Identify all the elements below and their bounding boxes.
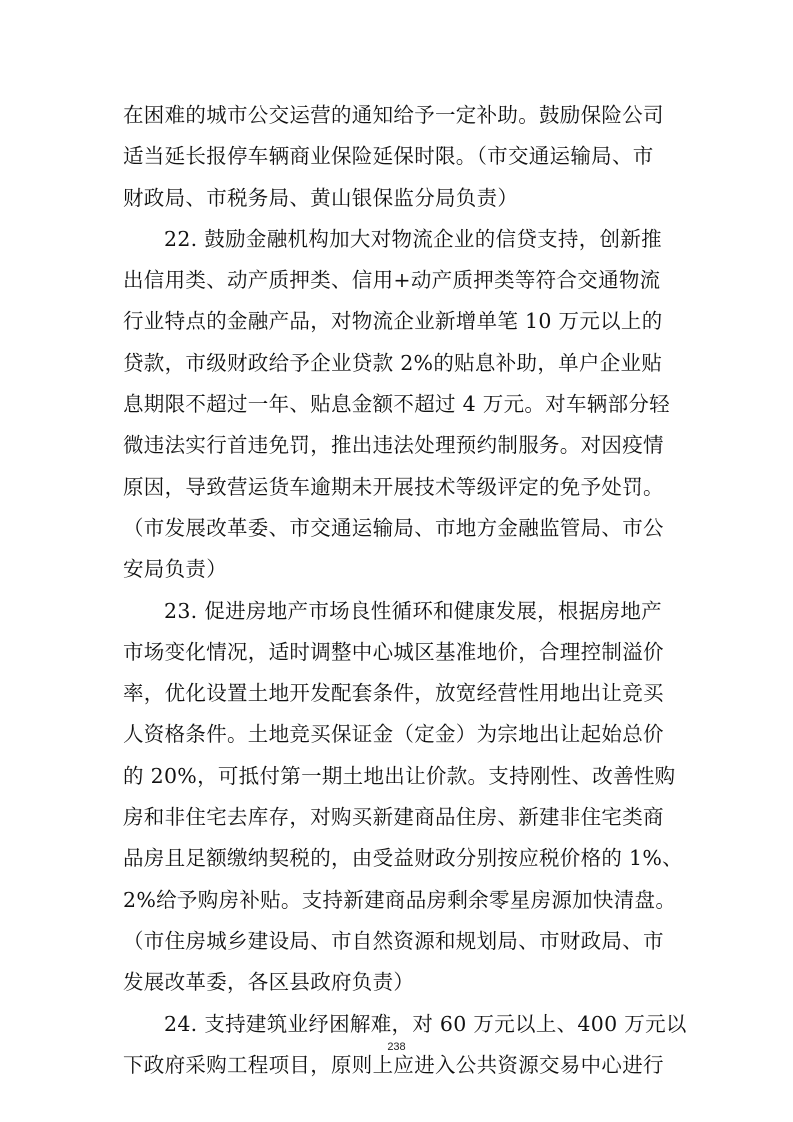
document-body <box>123 95 687 1086</box>
text-line: 的 20%，可抵付第一期土地出让价款。支持刚性、改善性购 <box>123 763 676 788</box>
text-line: 适当延长报停车辆商业保险延保时限。（市交通运输局、市 <box>123 144 654 169</box>
text-line: 发展改革委，各区县政府负责） <box>123 970 415 995</box>
text-line: 房和非住宅去库存，对购买新建商品住房、新建非住宅类商 <box>123 805 664 830</box>
text-line: 在困难的城市公交运营的通知给予一定补助。鼓励保险公司 <box>123 103 664 127</box>
text-line: 贷款，市级财政给予企业贷款 2%的贴息补助，单户企业贴 <box>123 350 663 375</box>
text-line: （市发展改革委、市交通运输局、市地方金融监管局、市公 <box>123 515 664 540</box>
text-line: 息期限不超过一年、贴息金额不超过 4 万元。对车辆部分轻 <box>123 392 670 417</box>
text-line: 行业特点的金融产品，对物流企业新增单笔 10 万元以上的 <box>123 309 663 334</box>
text-line: 市场变化情况，适时调整中心城区基准地价，合理控制溢价 <box>123 639 664 664</box>
text-line: 下政府采购工程项目，原则上应进入公共资源交易中心进行 <box>123 1052 664 1077</box>
text-line: 原因，导致营运货车逾期未开展技术等级评定的免予处罚。 <box>123 474 664 499</box>
paragraph-22-start: 22. 鼓励金融机构加大对物流企业的信贷支持，创新推 <box>164 226 662 251</box>
text-line: （市住房城乡建设局、市自然资源和规划局、市财政局、市 <box>123 928 664 953</box>
text-line: 财政局、市税务局、黄山银保监分局负责） <box>123 185 519 210</box>
text-line: 率，优化设置土地开发配套条件，放宽经营性用地出让竞买 <box>123 681 664 706</box>
page-number: 238 <box>387 1041 406 1053</box>
text-line: 微违法实行首违免罚，推出违法处理预约制服务。对因疫情 <box>123 433 664 458</box>
text-line: 2%给予购房补贴。支持新建商品房剩余零星房源加快清盘。 <box>123 887 677 912</box>
text-line: 出信用类、动产质押类、信用+动产质押类等符合交通物流 <box>123 268 661 293</box>
text-line: 人资格条件。土地竞买保证金（定金）为宗地出让起始总价 <box>123 722 664 747</box>
paragraph-23-start: 23. 促进房地产市场良性循环和健康发展，根据房地产 <box>164 598 662 623</box>
text-line: 品房且足额缴纳契税的，由受益财政分别按应税价格的 1%、 <box>123 846 683 871</box>
paragraph-24-start: 24. 支持建筑业纾困解难，对 60 万元以上、400 万元以 <box>164 1011 687 1036</box>
text-line: 安局负责） <box>123 557 227 582</box>
